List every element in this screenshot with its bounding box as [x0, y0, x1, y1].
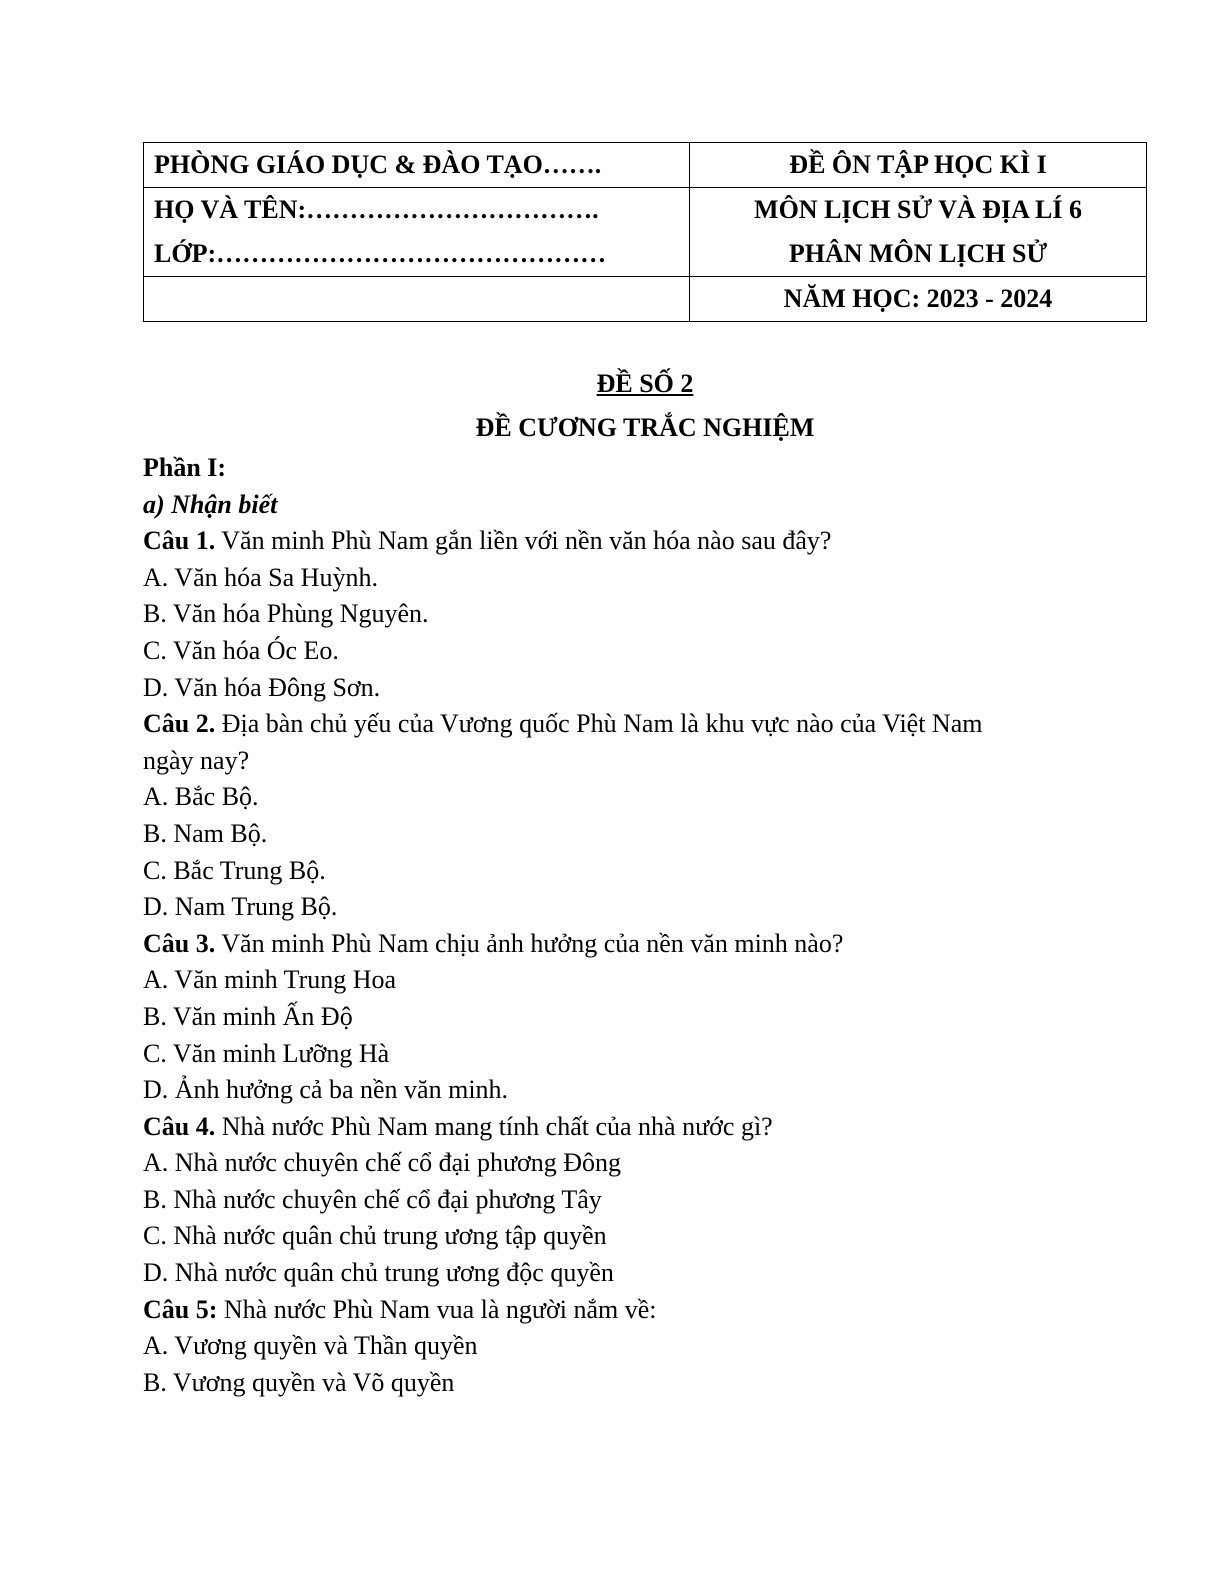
header-row-2 — [144, 188, 1147, 277]
student-name-field: HỌ VÀ TÊN:……………………………. — [154, 195, 599, 224]
school-year-cell — [690, 277, 1147, 322]
question-text: Văn minh Phù Nam chịu ảnh hưởng của nền văn minh nào? — [215, 928, 844, 958]
question-label: Câu 3. — [143, 928, 216, 958]
school-office-cell — [144, 143, 690, 188]
option: A. Văn hóa Sa Huỳnh. — [143, 562, 378, 592]
option: B. Văn minh Ấn Độ — [143, 1001, 353, 1031]
option: B. Văn hóa Phùng Nguyên. — [143, 599, 429, 629]
option: C. Bắc Trung Bộ. — [143, 855, 326, 885]
option: B. Nhà nước chuyên chế cổ đại phương Tây — [143, 1184, 602, 1214]
option: A. Bắc Bộ. — [143, 782, 259, 812]
option: C. Văn hóa Óc Eo. — [143, 635, 339, 665]
exam-title-cell — [690, 143, 1147, 188]
empty-cell — [144, 277, 690, 322]
option: B. Vương quyền và Võ quyền — [143, 1367, 455, 1397]
exam-content — [143, 450, 1147, 1401]
question-label: Câu 5: — [143, 1294, 218, 1324]
exam-title: ĐỀ ÔN TẬP HỌC KÌ I — [789, 150, 1047, 179]
school-year: NĂM HỌC: 2023 - 2024 — [783, 284, 1053, 313]
option: B. Nam Bộ. — [143, 818, 268, 848]
option: D. Ảnh hưởng cả ba nền văn minh. — [143, 1075, 509, 1105]
part-heading: Phần I: — [143, 453, 227, 482]
school-office: PHÒNG GIÁO DỤC & ĐÀO TẠO……. — [154, 150, 602, 179]
question-text: Nhà nước Phù Nam mang tính chất của nhà nước gì? — [215, 1111, 773, 1141]
header-row-3 — [144, 277, 1147, 322]
option: D. Nhà nước quân chủ trung ương độc quyền — [143, 1258, 614, 1288]
header-row-1 — [144, 143, 1147, 188]
subject-cell — [690, 188, 1147, 277]
question-text: Nhà nước Phù Nam vua là người nắm về: — [217, 1294, 657, 1324]
document-page — [143, 142, 1147, 1401]
question-5 — [143, 1292, 1147, 1329]
option: D. Văn hóa Đông Sơn. — [143, 672, 381, 702]
option: A. Vương quyền và Thần quyền — [143, 1331, 478, 1361]
question-label: Câu 1. — [143, 526, 216, 556]
option: C. Văn minh Lưỡng Hà — [143, 1038, 390, 1068]
titles — [143, 362, 1147, 450]
student-info-cell — [144, 188, 690, 277]
exam-subtitle: ĐỀ CƯƠNG TRẮC NGHIỆM — [475, 413, 815, 442]
option: A. Nhà nước chuyên chế cổ đại phương Đông — [143, 1148, 622, 1178]
header-table — [143, 142, 1147, 322]
option: D. Nam Trung Bộ. — [143, 892, 338, 922]
subject-name: MÔN LỊCH SỬ VÀ ĐỊA LÍ 6 — [754, 195, 1082, 224]
question-2-continued: ngày nay? — [143, 745, 250, 775]
option: A. Văn minh Trung Hoa — [143, 965, 397, 995]
level-heading: a) Nhận biết — [143, 489, 278, 519]
question-text: Văn minh Phù Nam gắn liền với nền văn hóa nào sau đây? — [215, 526, 832, 556]
exam-number: ĐỀ SỐ 2 — [596, 369, 694, 398]
subject-part: PHÂN MÔN LỊCH SỬ — [788, 239, 1048, 268]
question-label: Câu 2. — [143, 709, 216, 739]
question-3 — [143, 926, 1147, 963]
question-label: Câu 4. — [143, 1111, 216, 1141]
question-2 — [143, 706, 1147, 743]
student-class-field: LỚP:……………………………………… — [154, 239, 607, 268]
question-4 — [143, 1109, 1147, 1146]
option: C. Nhà nước quân chủ trung ương tập quyền — [143, 1221, 607, 1251]
question-1 — [143, 523, 1147, 560]
question-text: Địa bàn chủ yếu của Vương quốc Phù Nam là khu vực nào của Việt Nam — [215, 709, 983, 739]
